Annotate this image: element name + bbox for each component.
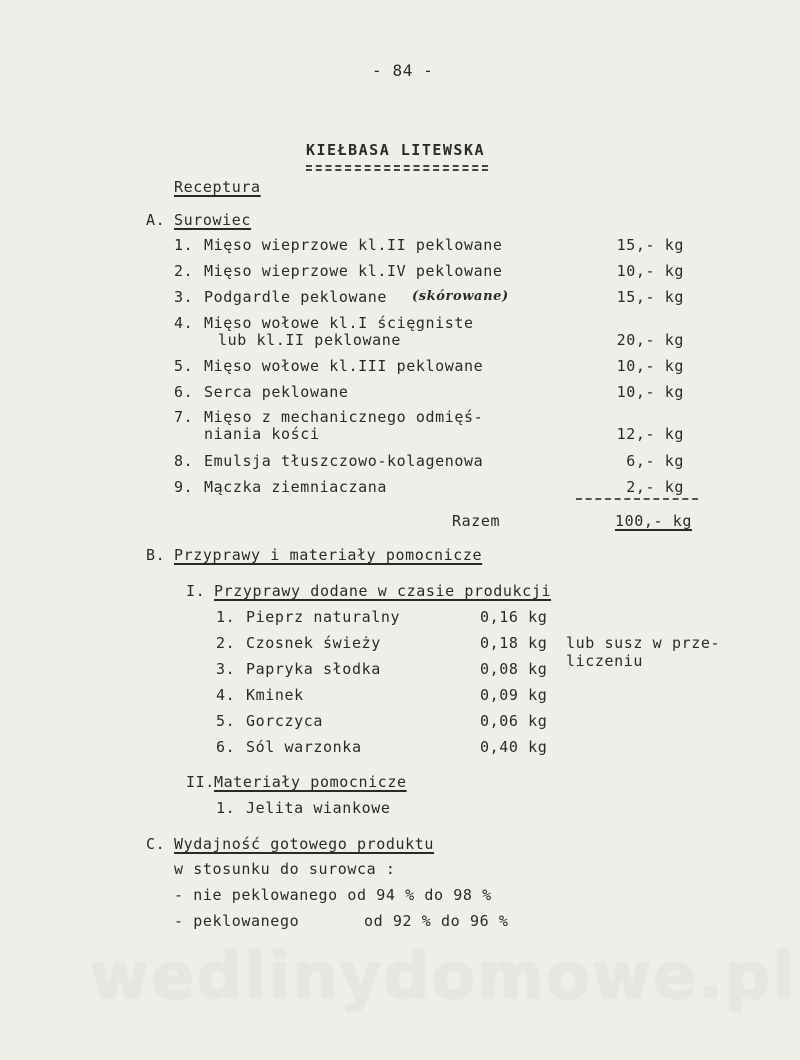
b1-item-6-num: 6. [216, 738, 236, 756]
a-item-7-text-cont: niania kości [204, 425, 320, 443]
a-item-9-qty: 2,- kg [626, 478, 684, 496]
b1-item-4-text: Kminek [246, 686, 304, 704]
a-item-8-text: Emulsja tłuszczowo-kolagenowa [204, 452, 484, 470]
title-underline [306, 165, 488, 167]
page-number: - 84 - [372, 61, 434, 80]
a-item-4-num: 4. [174, 314, 194, 332]
b1-item-2-num: 2. [216, 634, 236, 652]
a-item-8-num: 8. [174, 452, 194, 470]
b2-item-1-text: Jelita wiankowe [246, 799, 391, 817]
a-item-2-qty: 10,- kg [616, 262, 684, 280]
a-item-3-handwritten-note: (skórowane) [412, 289, 509, 304]
a-item-3-text: Podgardle peklowane [204, 288, 387, 306]
a-item-1-qty: 15,- kg [616, 236, 684, 254]
recipe-heading: Receptura [174, 178, 261, 196]
b2-heading: Materiały pomocnicze [214, 773, 407, 791]
b1-item-4-num: 4. [216, 686, 236, 704]
b1-item-5-text: Gorczyca [246, 712, 324, 730]
b2-label: II. [186, 773, 215, 791]
section-a-label: A. [146, 211, 166, 229]
a-item-2-text: Mięso wieprzowe kl.IV peklowane [204, 262, 503, 280]
page-title: KIEŁBASA LITEWSKA [306, 141, 486, 159]
b1-item-5-num: 5. [216, 712, 236, 730]
section-a-heading: Surowiec [174, 211, 252, 229]
b1-item-3-num: 3. [216, 660, 236, 678]
section-b-heading: Przyprawy i materiały pomocnicze [174, 546, 483, 564]
b1-item-3-text: Papryka słodka [246, 660, 381, 678]
a-item-4-text-cont: lub kl.II peklowane [218, 331, 401, 349]
garlic-note-1: lub susz w prze- [566, 634, 721, 652]
a-item-7-num: 7. [174, 408, 194, 426]
watermark: wedlinydomowe.pl [90, 940, 797, 1014]
a-item-5-qty: 10,- kg [616, 357, 684, 375]
garlic-note-2: liczeniu [566, 652, 644, 670]
section-c-heading: Wydajność gotowego produktu [174, 835, 435, 853]
a-item-4-text: Mięso wołowe kl.I ścięgniste [204, 314, 474, 332]
b1-item-2-qty: 0,18 kg [480, 634, 548, 652]
total-label: Razem [452, 512, 501, 530]
total-value: 100,- kg [614, 512, 692, 530]
a-item-7-text: Mięso z mechanicznego odmięś- [204, 408, 484, 426]
section-b-label: B. [146, 546, 166, 564]
b1-label: I. [186, 582, 206, 600]
yield-line-1: w stosunku do surowca : [174, 860, 396, 878]
title-underline-2 [306, 169, 488, 171]
b1-item-1-num: 1. [216, 608, 236, 626]
b1-item-6-text: Sól warzonka [246, 738, 362, 756]
b2-item-1-num: 1. [216, 799, 236, 817]
a-item-7-qty: 12,- kg [616, 425, 684, 443]
b1-item-1-text: Pieprz naturalny [246, 608, 401, 626]
a-item-5-text: Mięso wołowe kl.III peklowane [204, 357, 484, 375]
a-item-5-num: 5. [174, 357, 194, 375]
yield-line-3-label: - peklowanego [174, 912, 300, 930]
b1-item-4-qty: 0,09 kg [480, 686, 548, 704]
a-item-8-qty: 6,- kg [626, 452, 684, 470]
b1-item-1-qty: 0,16 kg [480, 608, 548, 626]
a-item-3-qty: 15,- kg [616, 288, 684, 306]
a-item-1-text: Mięso wieprzowe kl.II peklowane [204, 236, 503, 254]
b1-item-5-qty: 0,06 kg [480, 712, 548, 730]
yield-line-3-value: od 92 % do 96 % [364, 912, 509, 930]
a-item-2-num: 2. [174, 262, 194, 280]
a-item-6-qty: 10,- kg [616, 383, 684, 401]
yield-line-2: - nie peklowanego od 94 % do 98 % [174, 886, 492, 904]
a-item-6-num: 6. [174, 383, 194, 401]
a-item-4-qty: 20,- kg [616, 331, 684, 349]
a-item-9-num: 9. [174, 478, 194, 496]
sum-divider [576, 498, 698, 500]
b1-item-3-qty: 0,08 kg [480, 660, 548, 678]
a-item-6-text: Serca peklowane [204, 383, 349, 401]
section-c-label: C. [146, 835, 166, 853]
b1-heading: Przyprawy dodane w czasie produkcji [214, 582, 552, 600]
b1-item-2-text: Czosnek świeży [246, 634, 381, 652]
a-item-1-num: 1. [174, 236, 194, 254]
b1-item-6-qty: 0,40 kg [480, 738, 548, 756]
a-item-3-num: 3. [174, 288, 194, 306]
a-item-9-text: Mączka ziemniaczana [204, 478, 387, 496]
